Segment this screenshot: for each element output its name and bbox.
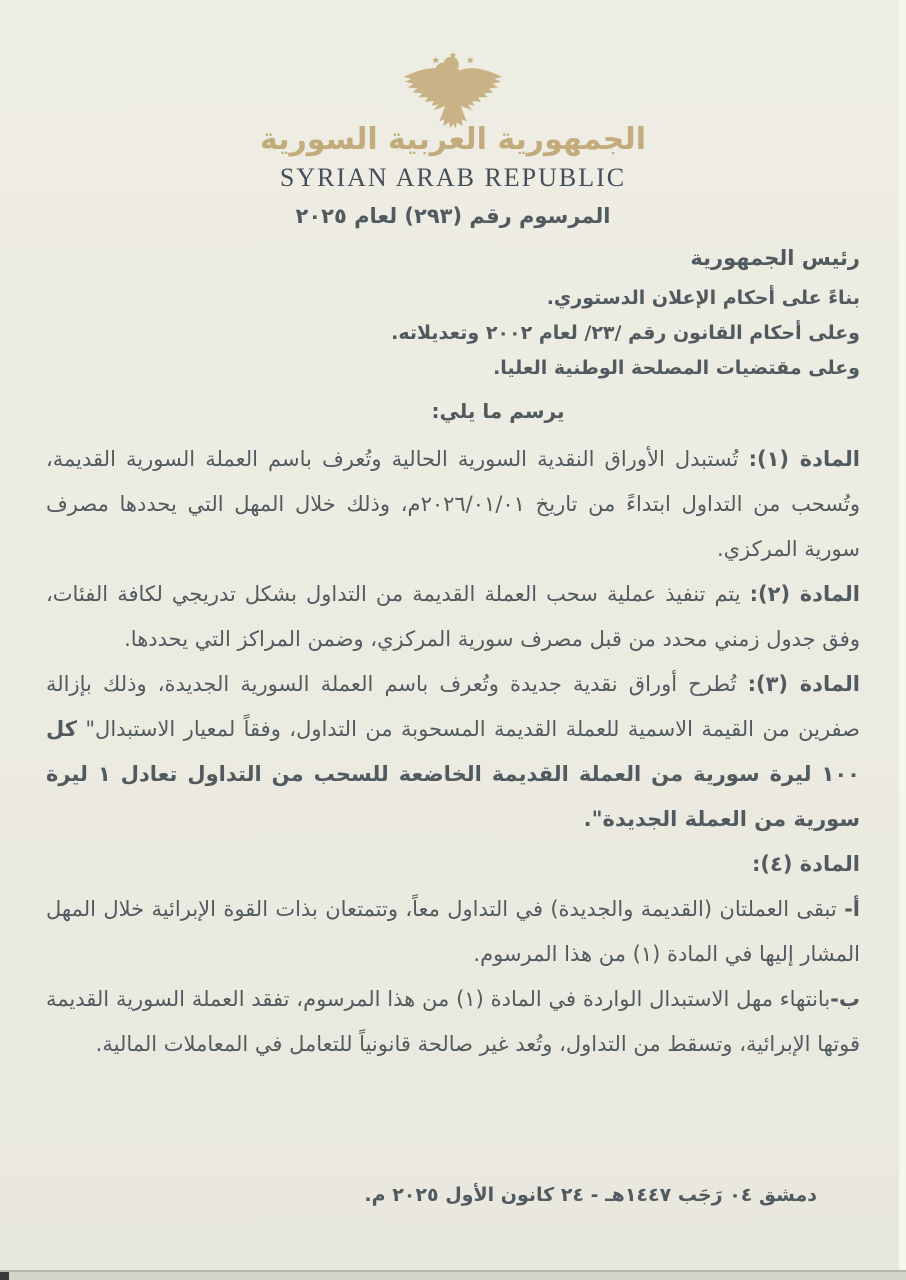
scan-edge-highlight — [899, 0, 906, 1280]
articles-section — [46, 437, 860, 1067]
article-2-label: المادة (٢): — [749, 582, 860, 606]
article-4-label: المادة (٤): — [752, 852, 860, 876]
enactment-line: يرسم ما يلي: — [431, 399, 565, 423]
article-2 — [46, 572, 860, 662]
article-3 — [46, 662, 860, 842]
article-4-item-a-marker: أ- — [844, 897, 860, 921]
scan-corner-mark — [0, 1272, 9, 1280]
article-2-text: يتم تنفيذ عملية سحب العملة القديمة من التداول بشكل تدريجي لكافة الفئات، وفق جدول زمني محدد من قبل مصرف سورية المركزي، وضمن المراكز التي يحددها. — [46, 582, 860, 651]
article-1-label: المادة (١): — [748, 447, 860, 471]
article-4-item-a-text: تبقى العملتان (القديمة والجديدة) في التداول معاً، وتتمتعان بذات القوة الإبرائية خلال المهل المشار إليها في المادة (١) من هذا المرسوم. — [46, 897, 860, 966]
article-4-item-b-text: بانتهاء مهل الاستبدال الواردة في المادة (١) من هذا المرسوم، تفقد العملة السورية القديمة قوتها الإبرائية، وتسقط من التداول، وتُعد غير صالحة قانونياً للتعامل في المعاملات المالية. — [46, 987, 860, 1056]
article-3-label: المادة (٣): — [747, 672, 860, 696]
basis-line-1: بناءً على أحكام الإعلان الدستوري. — [546, 287, 860, 309]
preamble-section — [46, 246, 860, 429]
republic-title-arabic: الجمهورية العربية السورية — [260, 122, 646, 157]
article-4-item-b-marker: ب- — [830, 987, 860, 1011]
article-3-text: تُطرح أوراق نقدية جديدة وتُعرف باسم العملة السورية الجديدة، وذلك بإزالة صفرين من القيمة الاسمية للعملة القديمة المسحوبة من التداول، وفقاً لمعيار الاستبدال" — [46, 672, 860, 741]
scan-bottom-edge — [0, 1270, 906, 1280]
issuance-date-line: دمشق ٠٤ رَجَب ١٤٤٧هـ - ٢٤ كانون الأول ٢٠٢٥ م. — [364, 1184, 817, 1206]
article-3-exchange-rule: كل ١٠٠ ليرة سورية من العملة القديمة الخاضعة للسحب من التداول تعادل ١ ليرة سورية من العملة الجديدة". — [46, 717, 860, 831]
article-1-text: تُستبدل الأوراق النقدية السورية الحالية وتُعرف باسم العملة السورية القديمة، وتُسحب من التداول ابتداءً من تاريخ ٢٠٢٦/٠١/٠١م، وذلك خلال المهل التي يحددها مصرف سورية المركزي. — [46, 447, 860, 561]
article-4-item-b — [46, 977, 860, 1067]
authority-heading: رئيس الجمهورية — [690, 246, 860, 270]
article-4-item-a — [46, 887, 860, 977]
basis-line-3: وعلى مقتضيات المصلحة الوطنية العليا. — [493, 357, 860, 379]
decree-number-line: المرسوم رقم (٢٩٣) لعام ٢٠٢٥ — [295, 204, 611, 228]
basis-line-2: وعلى أحكام القانون رقم /٢٣/ لعام ٢٠٠٢ وتعديلاته. — [391, 322, 860, 344]
syrian-eagle-emblem-icon — [0, 48, 906, 130]
republic-title-english: SYRIAN ARAB REPUBLIC — [279, 163, 627, 192]
article-4 — [46, 842, 860, 887]
article-1 — [46, 437, 860, 572]
